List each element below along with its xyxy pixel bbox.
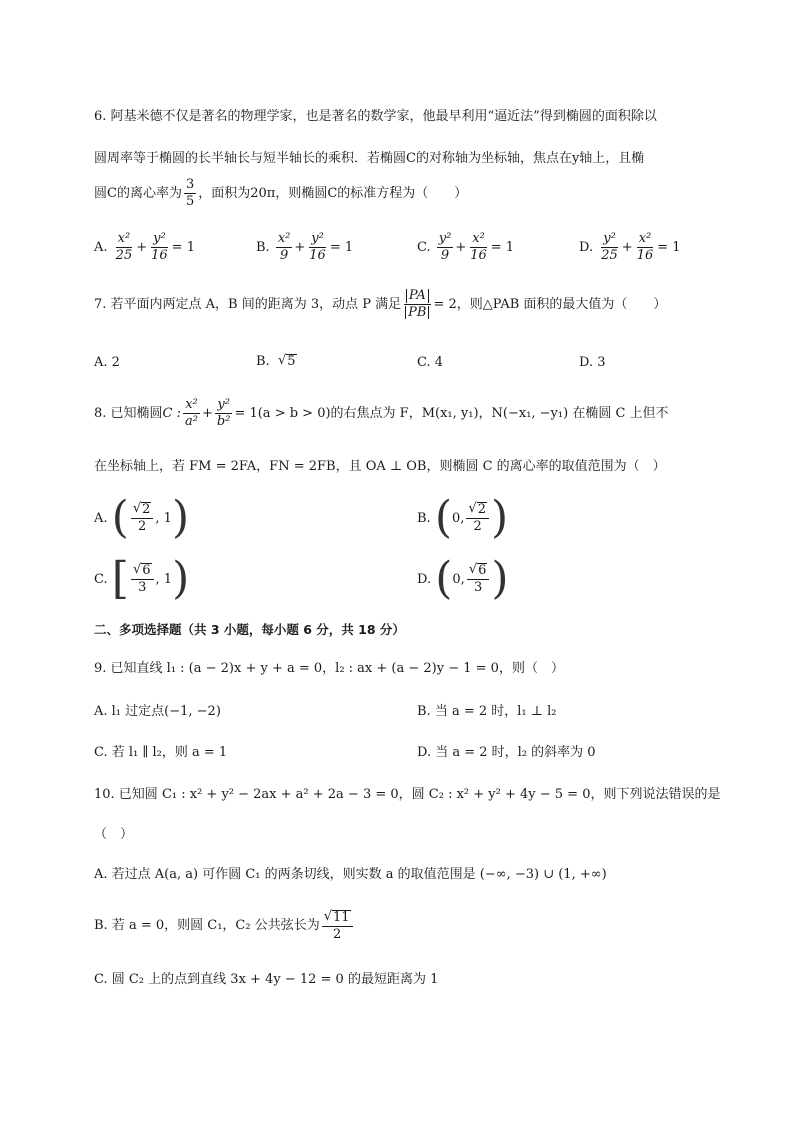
fraction-denominator: a² xyxy=(185,413,198,429)
interval-left-bracket: ( xyxy=(434,492,452,543)
fraction-numerator: x² xyxy=(117,231,131,246)
sqrt-radicand: 2 xyxy=(142,502,151,518)
q6-line3 xyxy=(94,178,467,208)
fraction-denominator: PB xyxy=(405,306,429,320)
fraction-denominator: 3 xyxy=(473,580,483,595)
sqrt-radicand: 5 xyxy=(287,354,296,369)
fraction-denominator: 16 xyxy=(470,247,487,263)
q6-line3-text: 圆C的离心率为 xyxy=(94,185,182,201)
q9-option-b[interactable]: B. 当 a = 2 时，l₁ ⊥ l₂ xyxy=(417,704,557,719)
fraction xyxy=(437,232,454,262)
fraction-numerator: x² xyxy=(277,231,291,246)
sqrt-radicand: 2 xyxy=(477,502,486,518)
equation-rhs: = 1 xyxy=(490,239,515,255)
option-text: B. 若 a = 0，则圆 C₁，C₂ 公共弦长为 xyxy=(94,918,320,934)
q8-stem-text: 8. 已知椭圆 xyxy=(94,405,163,421)
interval-head: 0, xyxy=(452,571,465,587)
option-label: A. xyxy=(94,510,108,526)
section-2-heading: 二、多项选择题（共 3 小题，每小题 6 分，共 18 分） xyxy=(94,622,405,637)
fraction: √ 11 2 xyxy=(322,910,353,941)
fraction-denominator: 9 xyxy=(279,247,289,263)
q7-option-d[interactable]: D. 3 xyxy=(579,355,606,370)
interval-right-bracket: ) xyxy=(490,492,509,543)
q10-option-a[interactable]: A. 若过点 A(a, a) 可作圆 C₁ 的两条切线，则实数 a 的取值范围是 (−∞, −3) ∪ (1, +∞) xyxy=(94,867,607,882)
sqrt-radicand: 6 xyxy=(142,563,151,579)
option-label: C. xyxy=(94,571,108,587)
q9-option-c[interactable]: C. 若 l₁ ∥ l₂，则 a = 1 xyxy=(94,745,228,760)
sqrt-radicand: 6 xyxy=(478,563,487,579)
q8-option-d[interactable] xyxy=(417,553,509,604)
q8-ellipse-name: C : xyxy=(162,405,182,421)
q6-option-d[interactable]: D. $\frac{\text{y²}}{25}$ + $\frac{\text{x²}}{16}$ = 1 xyxy=(579,231,681,263)
fraction xyxy=(635,232,656,262)
fraction: √ 2 2 xyxy=(466,502,489,533)
interval-right-bracket: ) xyxy=(172,553,190,604)
q10-stem: 10. 已知圆 C₁ : x² + y² − 2ax + a² + 2a − 3 = 0，圆 C₂ : x² + y² + 4y − 5 = 0，则下列说法错误的是 xyxy=(94,787,721,802)
q8-option-a[interactable] xyxy=(94,492,190,543)
option-label: B. xyxy=(417,510,431,526)
q9-option-a[interactable]: A. l₁ 过定点(−1, −2) xyxy=(94,704,221,719)
equation-rhs: = 1 xyxy=(657,239,681,255)
fraction-denominator: 2 xyxy=(137,519,147,534)
q10-answer-paren: （ ） xyxy=(94,827,134,842)
option-label: B. xyxy=(256,353,270,369)
q6-line1: 6. 阿基米德不仅是著名的物理学家，也是著名的数学家，他最早利用“逼近法”得到椭圆的面积除以 xyxy=(94,109,657,124)
q7-stem-tail: ，则△PAB 面积的最大值为（ ） xyxy=(456,296,667,312)
q6-line3-tail: ，面积为20π，则椭圆C的标准方程为（ ） xyxy=(198,185,468,201)
fraction-numerator: y² xyxy=(438,231,452,246)
q10-option-c[interactable]: C. 圆 C₂ 上的点到直线 3x + 4y − 12 = 0 的最短距离为 1 xyxy=(94,972,439,987)
fraction-numerator: y² xyxy=(153,231,166,246)
q8-stem-mid: 的右焦点为 F，M(x₁, y₁)，N(−x₁, −y₁) 在椭圆 C 上但不 xyxy=(330,405,669,421)
fraction-denominator: 9 xyxy=(440,247,450,263)
fraction xyxy=(114,232,135,262)
fraction-denominator: b² xyxy=(216,413,231,429)
interval-left-bracket: ( xyxy=(435,553,453,604)
q7-stem-text: 7. 若平面内两定点 A，B 间的距离为 3，动点 P 满足 xyxy=(94,296,402,312)
fraction-numerator: x² xyxy=(638,231,652,246)
q7-eq: = 2 xyxy=(433,296,457,312)
fraction-numerator: PA xyxy=(406,289,429,303)
interval-tail: , 1 xyxy=(155,571,173,587)
q8-line2: 在坐标轴上，若 FM = 2FA，FN = 2FB，且 OA ⊥ OB，则椭圆 C 的离心率的取值范围为（ ） xyxy=(94,459,666,474)
q6-option-b[interactable]: B. $\frac{\text{x²}}{9}$ + $\frac{\text{y²}}{16}$ = 1 xyxy=(256,231,354,263)
interval-tail: , 1 xyxy=(155,510,172,526)
q8-condition: = 1(a > b > 0) xyxy=(234,405,331,421)
fraction xyxy=(599,232,620,262)
q9-stem: 9. 已知直线 l₁ : (a − 2)x + y + a = 0，l₂ : ax + (a − 2)y − 1 = 0，则（ ） xyxy=(94,661,564,676)
fraction: √ 2 2 xyxy=(131,502,154,533)
equation-rhs: = 1 xyxy=(171,239,195,255)
sqrt-radicand: 11 xyxy=(333,910,350,925)
fraction-denominator: 25 xyxy=(115,247,133,263)
fraction-numerator: x² xyxy=(472,231,485,246)
q8-option-c[interactable] xyxy=(94,553,190,604)
fraction-numerator: y² xyxy=(311,231,324,246)
fraction-denominator: 16 xyxy=(151,247,168,263)
fraction-numerator: y² xyxy=(217,397,230,412)
option-label: D. xyxy=(579,239,594,255)
q7-option-b[interactable] xyxy=(256,354,297,368)
option-label: D. xyxy=(417,571,432,587)
q6-option-a[interactable]: A. $\frac{\text{x²}}{25}$ + $\frac{\text{y²}}{16}$ = 1 xyxy=(94,231,195,263)
fraction: √ 6 3 xyxy=(131,563,154,594)
interval-left-bracket: ( xyxy=(111,492,129,543)
fraction-denominator: 3 xyxy=(138,580,147,595)
fraction xyxy=(307,232,328,262)
option-label: A. xyxy=(94,239,108,255)
q6-eccentricity-fraction xyxy=(184,178,196,208)
q7-stem xyxy=(94,289,666,319)
q7-option-a[interactable]: A. 2 xyxy=(94,355,120,370)
fraction-numerator: x² xyxy=(185,397,198,412)
option-label: B. xyxy=(256,239,270,255)
fraction-denominator: 2 xyxy=(473,519,482,534)
fraction-denominator: 16 xyxy=(309,247,326,263)
fraction xyxy=(468,232,489,262)
equation-rhs: = 1 xyxy=(329,239,354,255)
fraction-numerator: y² xyxy=(603,231,616,246)
fraction-denominator: 5 xyxy=(185,193,195,209)
q6-line2: 圆周率等于椭圆的长半轴长与短半轴长的乘积．若椭圆C的对称轴为坐标轴，焦点在y轴上，且椭 xyxy=(94,151,645,166)
interval-right-bracket: ) xyxy=(171,492,190,543)
fraction-denominator: 25 xyxy=(601,247,618,263)
q9-option-d[interactable]: D. 当 a = 2 时，l₂ 的斜率为 0 xyxy=(417,745,596,760)
q8-option-b[interactable] xyxy=(417,492,509,543)
fraction-denominator: 2 xyxy=(333,926,342,942)
option-label: C. xyxy=(417,239,431,255)
fraction xyxy=(149,232,170,262)
fraction xyxy=(215,398,233,428)
q10-option-b[interactable] xyxy=(94,910,355,941)
interval-right-bracket: ) xyxy=(491,553,509,604)
q7-ratio-fraction xyxy=(403,289,431,319)
q6-option-c[interactable]: C. $\frac{\text{y²}}{9}$ + $\frac{\text{x²}}{16}$ = 1 xyxy=(417,231,515,263)
fraction-numerator: 3 xyxy=(185,177,195,192)
fraction xyxy=(183,398,200,428)
interval-left-bracket: [ xyxy=(111,553,129,604)
interval-head: 0, xyxy=(452,510,465,526)
q7-option-c[interactable]: C. 4 xyxy=(417,355,444,370)
sqrt-expression: √ 5 xyxy=(277,353,296,369)
q8-stem: 8. 已知椭圆 C : $\frac{\text{x²}}{\text{a²}}$ + $\frac{\text{y²}}{\text{b²}}$ = 1(a > b > 0) 的右焦点为 F，M(x₁, y₁)，N(−x₁, −y₁) 在椭圆 C 上但不 xyxy=(94,397,669,429)
fraction xyxy=(276,232,293,262)
fraction-denominator: 16 xyxy=(636,247,654,263)
fraction: √ 6 3 xyxy=(467,563,490,594)
